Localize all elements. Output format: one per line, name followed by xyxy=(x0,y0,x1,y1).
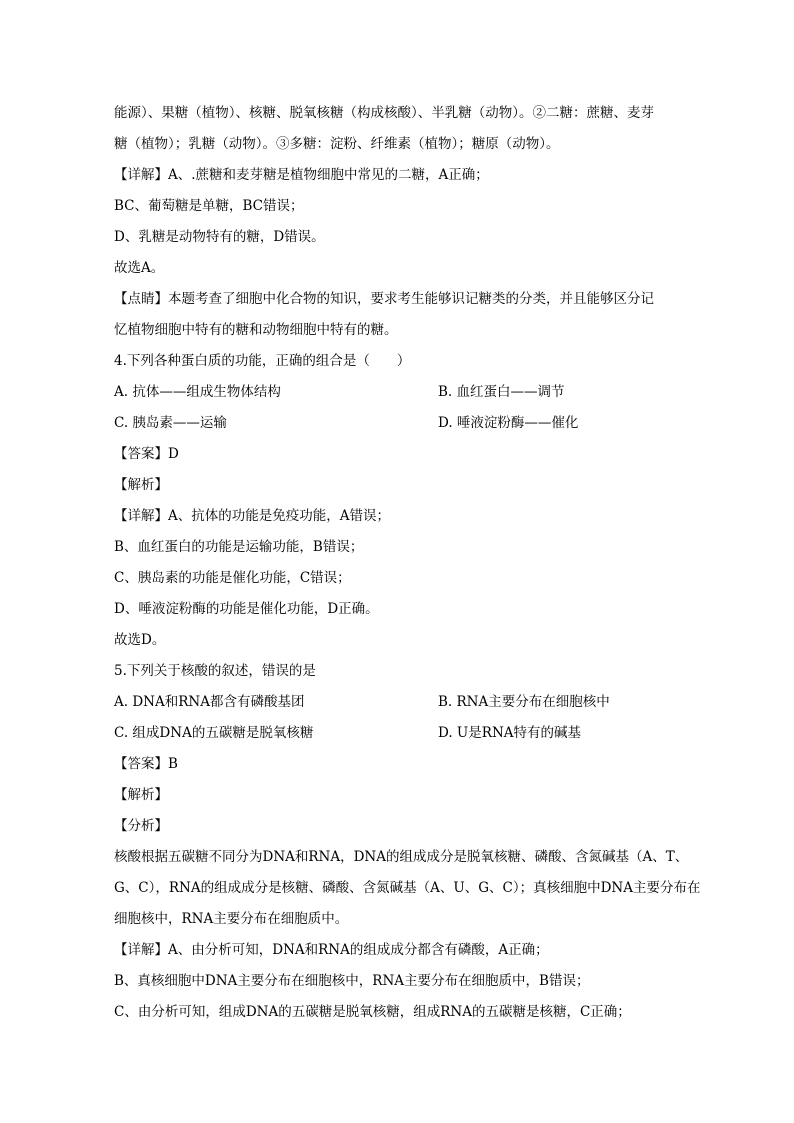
text-line: 故选D。 xyxy=(114,632,166,648)
text-line: 【详解】A、由分析可知，DNA和RNA的组成成分都含有磷酸，A正确； xyxy=(114,942,549,958)
text-line: 【点睛】本题考查了细胞中化合物的知识，要求考生能够识记糖类的分类，并且能够区分记 xyxy=(114,291,654,307)
question-4-options-row-2 xyxy=(114,411,682,442)
text-line: G、C），RNA的组成成分是核糖、磷酸、含氮碱基（A、U、G、C）；真核细胞中DNA主要分布在 xyxy=(114,880,701,896)
text-line: 故选A。 xyxy=(114,260,165,276)
question-4-option-d: D. 唾液淀粉酶——催化 xyxy=(438,415,579,431)
text-line: 【详解】A、.蔗糖和麦芽糖是植物细胞中常见的二糖，A正确； xyxy=(114,167,489,183)
question-5-answer: 【答案】B xyxy=(114,756,178,772)
text-line: 忆植物细胞中特有的糖和动物细胞中特有的糖。 xyxy=(114,322,398,338)
text-line: 能源）、果糖（植物）、核糖、脱氧核糖（构成核酸）、半乳糖（动物）。②二糖：蔗糖、麦芽 xyxy=(114,105,654,121)
question-4-option-b: B. 血红蛋白——调节 xyxy=(438,384,565,400)
text-line: C、由分析可知，组成DNA的五碳糖是脱氧核糖，组成RNA的五碳糖是核糖，C正确； xyxy=(114,1004,631,1020)
question-5-analysis-heading: 【解析】 xyxy=(114,787,168,803)
question-5-options-row-1 xyxy=(114,690,682,721)
text-line: D、唾液淀粉酶的功能是催化功能，D正确。 xyxy=(114,601,379,617)
question-4-option-c: C. 胰岛素——运输 xyxy=(114,415,227,431)
question-4-option-a: A. 抗体——组成生物体结构 xyxy=(114,384,281,400)
text-line: D、乳糖是动物特有的糖，D错误。 xyxy=(114,229,325,245)
question-5-option-c: C. 组成DNA的五碳糖是脱氧核糖 xyxy=(114,725,314,741)
text-line: 糖（植物）；乳糖（动物）。③多糖：淀粉、纤维素（植物）；糖原（动物）。 xyxy=(114,136,560,152)
question-4-stem: 4.下列各种蛋白质的功能，正确的组合是（ ） xyxy=(114,353,411,369)
text-line: 核酸根据五碳糖不同分为DNA和RNA，DNA的组成成分是脱氧核糖、磷酸、含氮碱基（A、T、 xyxy=(114,849,689,865)
question-5-option-b: B. RNA主要分布在细胞核中 xyxy=(438,694,610,710)
text-line: C、胰岛素的功能是催化功能，C错误； xyxy=(114,570,351,586)
text-line: 细胞核中，RNA主要分布在细胞质中。 xyxy=(114,911,349,927)
text-line: 【详解】A、抗体的功能是免疫功能，A错误； xyxy=(114,508,390,524)
question-4-options-row-1 xyxy=(114,380,682,411)
text-line: B、血红蛋白的功能是运输功能，B错误； xyxy=(114,539,364,555)
question-5-option-a: A. DNA和RNA都含有磷酸基团 xyxy=(114,694,305,710)
question-5-analysis-subheading: 【分析】 xyxy=(114,818,168,834)
text-line: BC、葡萄糖是单糖，BC错误； xyxy=(114,198,304,214)
question-5-stem: 5.下列关于核酸的叙述，错误的是 xyxy=(114,663,316,679)
question-4-answer: 【答案】D xyxy=(114,446,179,462)
text-line: B、真核细胞中DNA主要分布在细胞核中，RNA主要分布在细胞质中，B错误； xyxy=(114,973,590,989)
question-5-options-row-2 xyxy=(114,721,682,752)
question-5-option-d: D. U是RNA特有的碱基 xyxy=(438,725,582,741)
document-page xyxy=(114,101,701,1031)
question-4-analysis-heading: 【解析】 xyxy=(114,477,168,493)
